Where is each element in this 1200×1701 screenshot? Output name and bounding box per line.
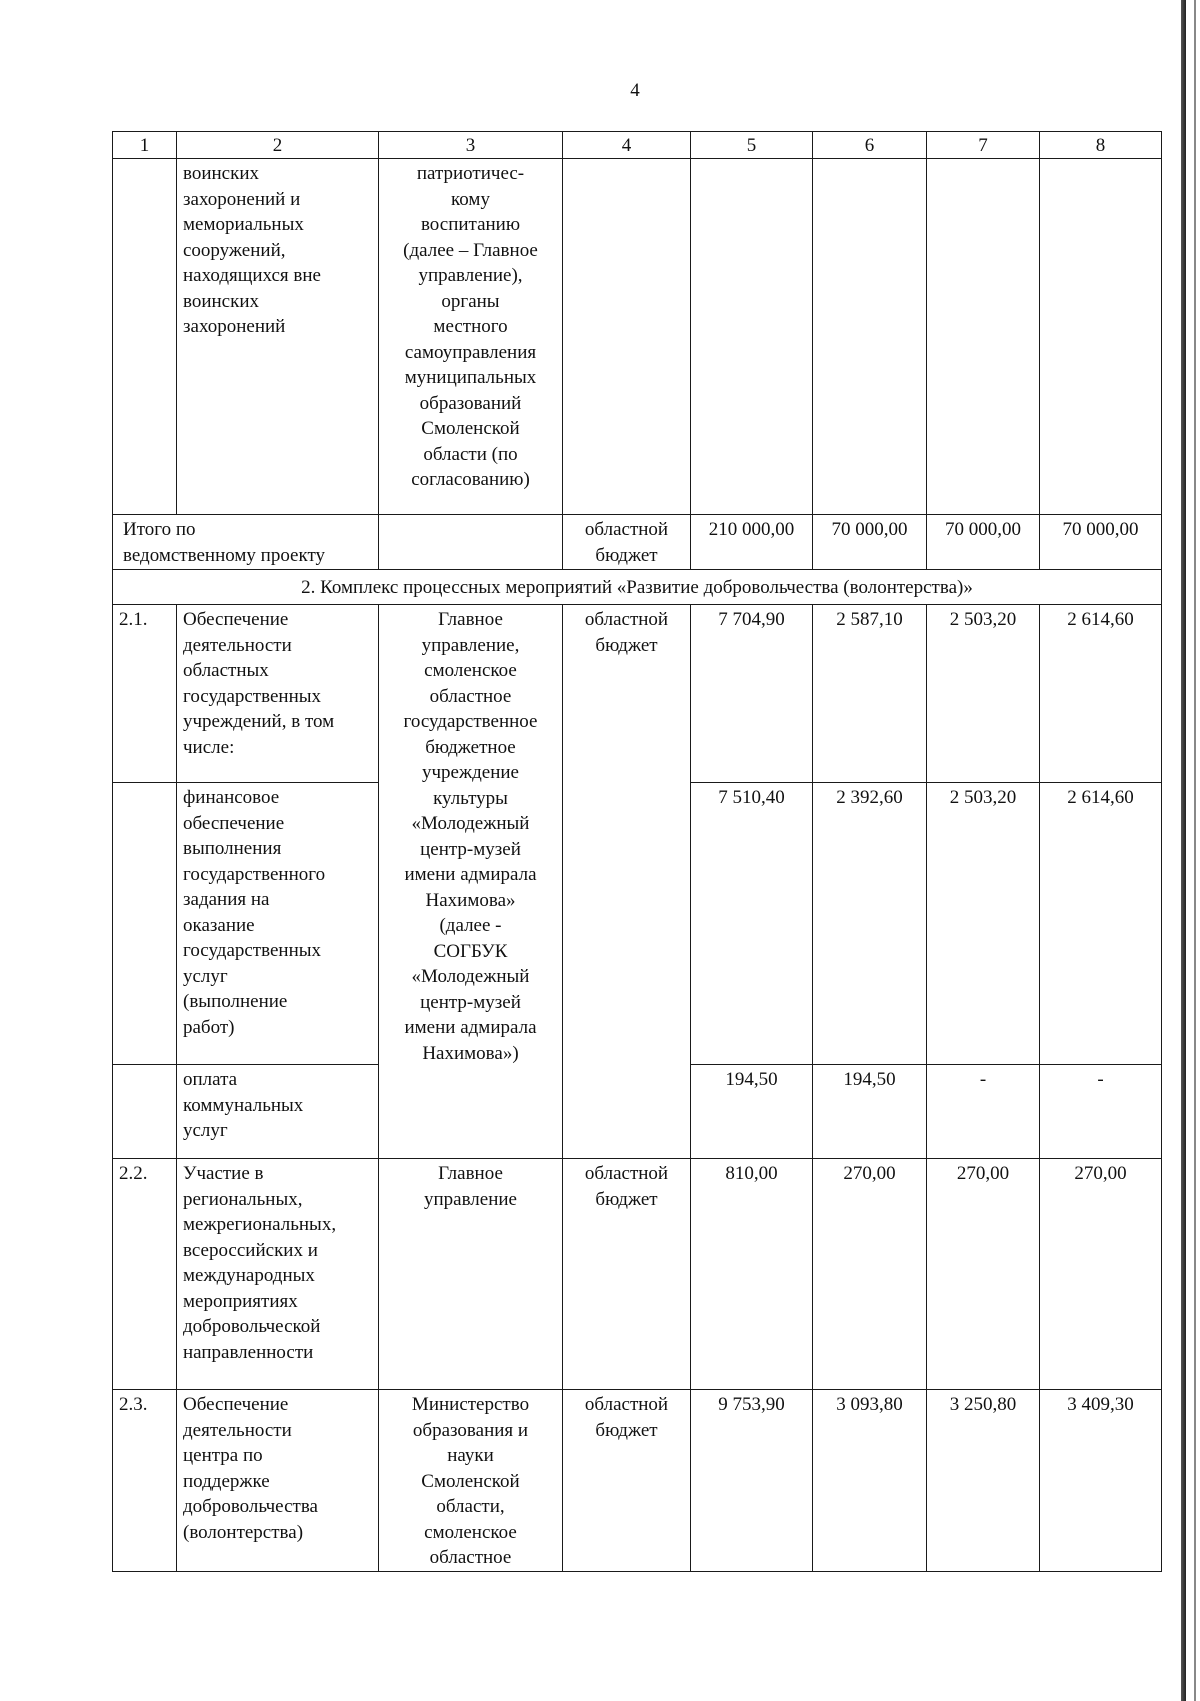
measure-name-cell: воинских захоронений и мемориальных сооружений, находящихся вне воинских захоронений bbox=[177, 159, 379, 515]
executor-cell bbox=[379, 515, 563, 570]
value-cell: 3 093,80 bbox=[813, 1390, 927, 1572]
row-number-cell bbox=[113, 159, 177, 515]
value-cell: 3 250,80 bbox=[927, 1390, 1040, 1572]
col-header: 8 bbox=[1040, 132, 1162, 159]
col-header: 5 bbox=[691, 132, 813, 159]
header-row bbox=[113, 132, 1162, 159]
table-row bbox=[113, 605, 1162, 783]
table-row bbox=[113, 1390, 1162, 1572]
page-number: 4 bbox=[630, 80, 640, 101]
row-number-cell bbox=[113, 1065, 177, 1159]
scan-edge bbox=[1181, 0, 1186, 1701]
total-label: Итого по ведомственному проекту bbox=[113, 515, 379, 570]
total-row bbox=[113, 515, 1162, 570]
section-row bbox=[113, 570, 1162, 605]
executor-cell: Главное управление, смоленское областное государственное бюджетное учреждение культуры «Молодежный центр-музей имени адмирала Нахимова» (далее - СОГБУК «Молодежный центр-музей имени адмирала Нахимова») bbox=[379, 605, 563, 1159]
value-cell: 2 614,60 bbox=[1040, 783, 1162, 1065]
budget-table bbox=[112, 131, 1162, 1572]
value-cell: - bbox=[1040, 1065, 1162, 1159]
source-cell: областной бюджет bbox=[563, 1159, 691, 1390]
source-cell: областной бюджет bbox=[563, 515, 691, 570]
col-header: 4 bbox=[563, 132, 691, 159]
executor-cell: Главное управление bbox=[379, 1159, 563, 1390]
value-cell: 210 000,00 bbox=[691, 515, 813, 570]
value-cell: 9 753,90 bbox=[691, 1390, 813, 1572]
section-title: 2. Комплекс процессных мероприятий «Развитие добровольчества (волонтерства)» bbox=[113, 570, 1162, 605]
row-number-cell: 2.2. bbox=[113, 1159, 177, 1390]
value-cell: 270,00 bbox=[1040, 1159, 1162, 1390]
value-cell bbox=[813, 159, 927, 515]
value-cell: 70 000,00 bbox=[927, 515, 1040, 570]
table-row bbox=[113, 159, 1162, 515]
value-cell: - bbox=[927, 1065, 1040, 1159]
value-cell: 2 392,60 bbox=[813, 783, 927, 1065]
scan-edge-line bbox=[1194, 0, 1196, 1701]
executor-cell: Министерство образования и науки Смоленской области, смоленское областное bbox=[379, 1390, 563, 1572]
col-header: 1 bbox=[113, 132, 177, 159]
value-cell: 194,50 bbox=[691, 1065, 813, 1159]
value-cell: 2 503,20 bbox=[927, 605, 1040, 783]
col-header: 6 bbox=[813, 132, 927, 159]
measure-name-cell: Участие в региональных, межрегиональных, всероссийских и международных мероприятиях добровольческой направленности bbox=[177, 1159, 379, 1390]
value-cell: 70 000,00 bbox=[1040, 515, 1162, 570]
value-cell: 7 510,40 bbox=[691, 783, 813, 1065]
source-cell bbox=[563, 159, 691, 515]
col-header: 2 bbox=[177, 132, 379, 159]
value-cell: 3 409,30 bbox=[1040, 1390, 1162, 1572]
value-cell: 2 614,60 bbox=[1040, 605, 1162, 783]
measure-name-cell: Обеспечение деятельности центра по поддержке добровольчества (волонтерства) bbox=[177, 1390, 379, 1572]
measure-name-cell: Обеспечение деятельности областных государственных учреждений, в том числе: bbox=[177, 605, 379, 783]
value-cell: 2 503,20 bbox=[927, 783, 1040, 1065]
value-cell: 194,50 bbox=[813, 1065, 927, 1159]
value-cell: 810,00 bbox=[691, 1159, 813, 1390]
value-cell bbox=[691, 159, 813, 515]
value-cell: 70 000,00 bbox=[813, 515, 927, 570]
value-cell: 270,00 bbox=[813, 1159, 927, 1390]
col-header: 7 bbox=[927, 132, 1040, 159]
measure-name-cell: оплата коммунальных услуг bbox=[177, 1065, 379, 1159]
measure-name-cell: финансовое обеспечение выполнения государственного задания на оказание государственных услуг (выполнение работ) bbox=[177, 783, 379, 1065]
executor-cell: патриотичес- кому воспитанию (далее – Главное управление), органы местного самоуправления муниципальных образований Смоленской области (по согласованию) bbox=[379, 159, 563, 515]
source-cell: областной бюджет bbox=[563, 605, 691, 1159]
value-cell: 7 704,90 bbox=[691, 605, 813, 783]
row-number-cell: 2.3. bbox=[113, 1390, 177, 1572]
value-cell: 2 587,10 bbox=[813, 605, 927, 783]
value-cell bbox=[927, 159, 1040, 515]
value-cell bbox=[1040, 159, 1162, 515]
row-number-cell: 2.1. bbox=[113, 605, 177, 783]
col-header: 3 bbox=[379, 132, 563, 159]
value-cell: 270,00 bbox=[927, 1159, 1040, 1390]
row-number-cell bbox=[113, 783, 177, 1065]
source-cell: областной бюджет bbox=[563, 1390, 691, 1572]
table-row bbox=[113, 1159, 1162, 1390]
